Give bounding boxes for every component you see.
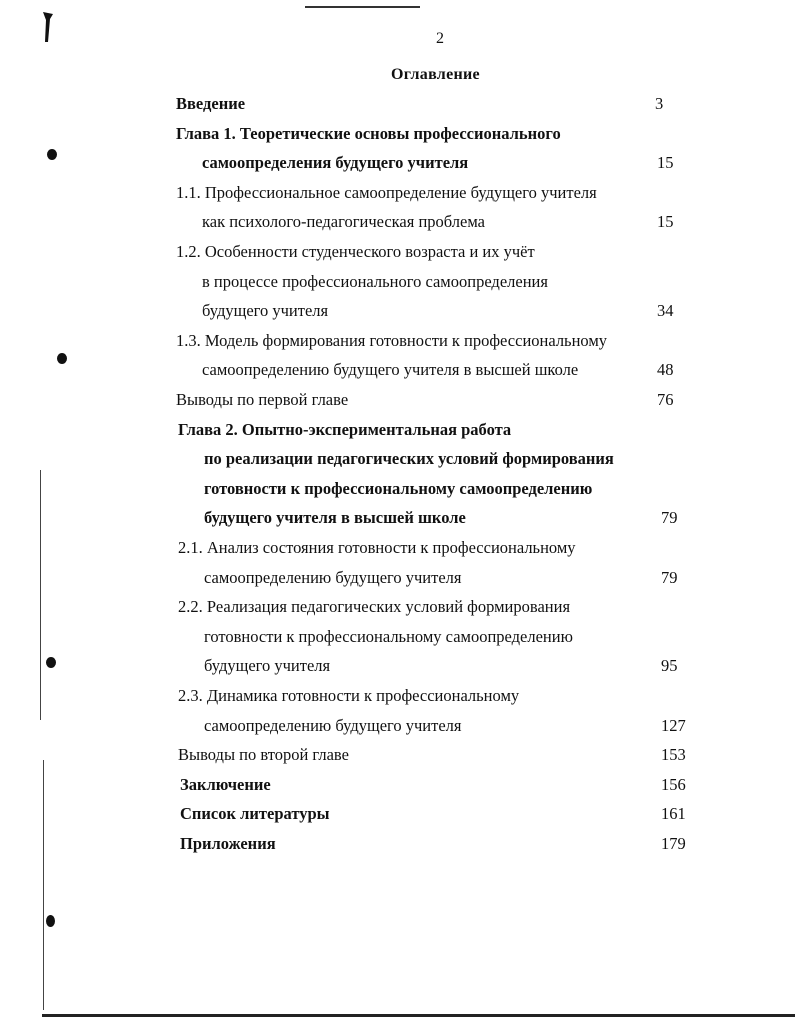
top-scan-line xyxy=(305,6,420,8)
toc-entry-page: 79 xyxy=(661,567,678,587)
toc-entry-page: 95 xyxy=(661,656,678,676)
corner-binding-mark xyxy=(40,10,54,44)
toc-entry-continuation: по реализации педагогических условий формирования xyxy=(204,449,614,469)
punch-hole-mark xyxy=(46,657,56,668)
toc-entry-line: Список литературы xyxy=(180,804,330,824)
toc-entry-continuation: самоопределению будущего учителя в высшей школе xyxy=(202,360,579,380)
toc-entry-page: 179 xyxy=(661,834,686,853)
toc-entry-continuation: будущего учителя xyxy=(204,656,331,676)
toc-entry-page: 34 xyxy=(657,301,674,321)
scan-edge-line xyxy=(40,470,41,720)
toc-entry-page: 153 xyxy=(661,745,686,765)
toc-entry-page: 3 xyxy=(655,94,664,113)
toc-entry-line: 1.1. Профессиональное самоопределение будущего учителя xyxy=(176,182,597,202)
toc-entry-page: 156 xyxy=(661,774,686,794)
bottom-scan-line xyxy=(42,1014,795,1017)
punch-hole-mark xyxy=(57,353,67,364)
toc-entry-continuation: самоопределения будущего учителя xyxy=(202,153,469,173)
toc-entry-line: Заключение xyxy=(180,774,271,794)
toc-entry-line: 2.1. Анализ состояния готовности к профессиональному xyxy=(178,538,576,557)
toc-entry-line: Выводы по второй главе xyxy=(178,745,349,765)
toc-entry-line: Глава 1. Теоретические основы профессионального xyxy=(176,123,561,143)
toc-entry-line: 2.3. Динамика готовности к профессиональному xyxy=(178,686,520,705)
toc-entry-continuation: готовности к профессиональному самоопределению xyxy=(204,626,573,646)
toc-entry-continuation: будущего учителя xyxy=(202,301,329,321)
toc-entry-line: Приложения xyxy=(180,834,276,853)
toc-entry-page: 161 xyxy=(661,804,686,824)
toc-entry-continuation: самоопределению будущего учителя xyxy=(204,715,462,735)
toc-entry-page: 15 xyxy=(657,153,674,173)
scan-edge-line xyxy=(43,760,44,1010)
toc-entry-continuation: будущего учителя в высшей школе xyxy=(204,508,466,528)
toc-entry-page: 48 xyxy=(657,360,674,380)
punch-hole-mark xyxy=(47,149,57,160)
toc-entry-continuation: в процессе профессионального самоопределения xyxy=(202,271,548,291)
toc-entry-line: 1.3. Модель формирования готовности к профессиональному xyxy=(176,330,608,350)
toc-entry-line: Введение xyxy=(176,94,246,113)
toc-entry-line: 1.2. Особенности студенческого возраста и их учёт xyxy=(176,242,535,261)
toc-entry-line: 2.2. Реализация педагогических условий формирования xyxy=(178,597,571,617)
punch-hole-mark xyxy=(46,915,55,927)
page-number: 2 xyxy=(436,30,444,47)
toc-entry-page: 79 xyxy=(661,508,678,528)
toc-entry-line: Выводы по первой главе xyxy=(176,390,349,409)
toc-title: Оглавление xyxy=(391,66,480,83)
toc-entry-page: 15 xyxy=(657,212,674,232)
toc-entry-page: 127 xyxy=(661,715,686,735)
toc-entry-line: Глава 2. Опытно-экспериментальная работа xyxy=(178,419,512,439)
toc-entry-continuation: самоопределению будущего учителя xyxy=(204,567,462,587)
toc-entry-continuation: готовности к профессиональному самоопределению xyxy=(204,478,593,498)
toc-entry-page: 76 xyxy=(657,390,674,409)
toc-entry-continuation: как психолого-педагогическая проблема xyxy=(202,212,485,232)
